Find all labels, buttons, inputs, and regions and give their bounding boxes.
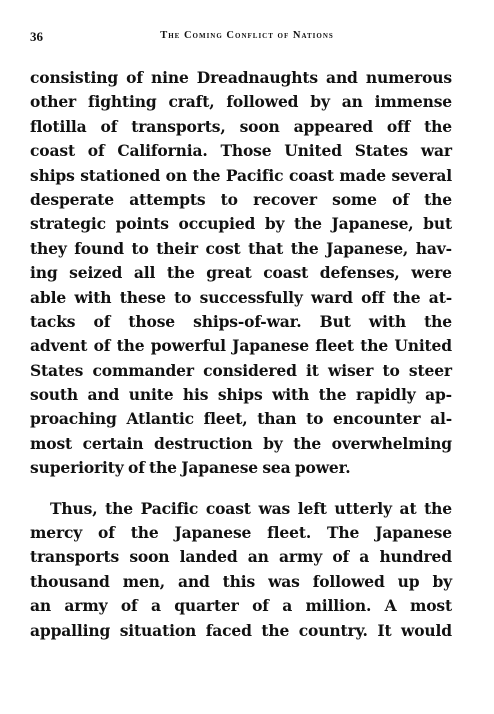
word: soon bbox=[129, 547, 170, 567]
word: to bbox=[306, 409, 324, 429]
word: faced bbox=[205, 620, 252, 640]
word: points bbox=[115, 214, 169, 234]
text-line bbox=[30, 432, 452, 456]
word: south bbox=[30, 385, 79, 405]
word: the bbox=[149, 458, 177, 478]
word: the bbox=[192, 165, 221, 185]
text-line bbox=[30, 594, 452, 618]
text-line bbox=[30, 359, 452, 383]
text-line bbox=[30, 570, 452, 594]
word: million. bbox=[305, 596, 372, 616]
word: Japanese, bbox=[326, 238, 409, 258]
word: craft, bbox=[168, 92, 215, 112]
word: country. bbox=[298, 620, 368, 640]
word: to bbox=[131, 238, 149, 258]
word: other bbox=[30, 92, 77, 112]
word: Japanese, bbox=[331, 214, 414, 234]
word: his bbox=[182, 385, 209, 405]
word: Japanese bbox=[375, 523, 452, 543]
word: utterly bbox=[334, 498, 392, 518]
word: of bbox=[93, 311, 111, 331]
word: stationed bbox=[80, 165, 161, 185]
text-line bbox=[30, 407, 452, 431]
word: landed bbox=[179, 547, 238, 567]
text-line bbox=[30, 261, 452, 285]
word: occupied bbox=[178, 214, 256, 234]
word: by bbox=[432, 571, 452, 591]
word: of bbox=[126, 68, 143, 87]
word: coast bbox=[263, 263, 309, 283]
word: Japanese bbox=[232, 336, 309, 356]
word: they bbox=[30, 238, 67, 258]
word: Pacific bbox=[225, 165, 284, 185]
word: to bbox=[220, 189, 238, 209]
word: hav- bbox=[415, 238, 452, 258]
word: But bbox=[319, 311, 351, 331]
word: destruction bbox=[154, 433, 253, 453]
word: the bbox=[424, 311, 452, 331]
word: of bbox=[120, 596, 138, 616]
text-line bbox=[30, 212, 452, 236]
word: on bbox=[165, 165, 187, 185]
word: to bbox=[174, 287, 192, 307]
word: the bbox=[293, 433, 322, 453]
word: left bbox=[297, 498, 327, 518]
word: A bbox=[384, 596, 397, 616]
paragraph-1 bbox=[30, 66, 452, 481]
word: army bbox=[279, 547, 323, 567]
word: the bbox=[424, 498, 452, 518]
word: off bbox=[361, 287, 385, 307]
word: an bbox=[341, 92, 363, 112]
word: of bbox=[87, 141, 105, 161]
page-header bbox=[30, 29, 464, 49]
word: advent bbox=[30, 336, 88, 356]
word: wiser bbox=[328, 360, 374, 380]
word: United bbox=[394, 336, 452, 356]
word: by bbox=[264, 214, 285, 234]
running-title: The Coming Conflict of Nations bbox=[160, 30, 334, 41]
word: quarter bbox=[174, 596, 239, 616]
word: United bbox=[284, 141, 342, 161]
word: their bbox=[156, 238, 198, 258]
word: an bbox=[247, 547, 269, 567]
word: mercy bbox=[30, 523, 83, 543]
text-line bbox=[30, 66, 452, 90]
word: defenses, bbox=[319, 263, 400, 283]
word: than bbox=[257, 409, 297, 429]
text-line bbox=[30, 521, 452, 545]
word: followed bbox=[312, 571, 385, 591]
word: at bbox=[399, 498, 417, 518]
word: the bbox=[294, 214, 322, 234]
text-line bbox=[30, 383, 452, 407]
word: the bbox=[424, 116, 452, 136]
word: and bbox=[177, 571, 210, 591]
word: with bbox=[368, 311, 406, 331]
word: of bbox=[100, 116, 118, 136]
word: some bbox=[332, 189, 377, 209]
word: up bbox=[397, 571, 420, 591]
word: flotilla bbox=[30, 116, 87, 136]
word: overwhelming bbox=[331, 433, 452, 453]
word: coast bbox=[205, 498, 251, 518]
word: an bbox=[30, 596, 52, 616]
word: cost bbox=[205, 238, 241, 258]
word: off bbox=[386, 116, 411, 136]
text-line bbox=[30, 237, 452, 261]
word: the bbox=[360, 336, 389, 356]
word: of bbox=[332, 547, 350, 567]
word: The bbox=[327, 523, 360, 543]
word: most bbox=[30, 433, 73, 453]
word: all bbox=[133, 263, 156, 283]
word: commander bbox=[92, 360, 194, 380]
text-line bbox=[30, 115, 452, 139]
word: ap- bbox=[425, 385, 452, 405]
word: the bbox=[392, 287, 421, 307]
word: the bbox=[105, 498, 133, 518]
word: rapidly bbox=[355, 385, 416, 405]
word: that bbox=[248, 238, 284, 258]
word: California. bbox=[117, 141, 208, 161]
word: sea bbox=[262, 458, 291, 478]
word: thousand bbox=[30, 571, 110, 591]
word: with bbox=[74, 287, 112, 307]
word: a bbox=[359, 547, 370, 567]
word: ships-of-war. bbox=[193, 311, 302, 331]
text-line bbox=[30, 456, 452, 480]
text-line bbox=[30, 619, 452, 643]
word: Atlantic bbox=[126, 409, 194, 429]
word: ward bbox=[311, 287, 353, 307]
word: the bbox=[116, 336, 145, 356]
word: transports, bbox=[131, 116, 226, 136]
word: States bbox=[30, 360, 84, 380]
word: ing bbox=[30, 263, 58, 283]
word: this bbox=[222, 571, 256, 591]
word: found bbox=[74, 238, 124, 258]
word: attempts bbox=[129, 189, 206, 209]
word: at- bbox=[428, 287, 452, 307]
text-line bbox=[30, 286, 452, 310]
text-line bbox=[30, 164, 452, 188]
word: coast bbox=[30, 141, 75, 161]
word: several bbox=[391, 165, 452, 185]
word: successfully bbox=[199, 287, 303, 307]
word: but bbox=[423, 214, 452, 234]
text-line bbox=[30, 90, 452, 114]
word: most bbox=[409, 596, 452, 616]
word: soon bbox=[239, 116, 280, 136]
text-line bbox=[30, 545, 452, 569]
word: unite bbox=[128, 385, 174, 405]
text-line bbox=[30, 139, 452, 163]
word: desperate bbox=[30, 189, 115, 209]
word: a bbox=[150, 596, 161, 616]
word: of bbox=[392, 189, 409, 209]
word: of bbox=[128, 458, 145, 478]
word: of bbox=[252, 596, 269, 616]
word: and bbox=[326, 68, 358, 87]
word: and bbox=[87, 385, 120, 405]
text-line bbox=[30, 497, 452, 521]
word: the bbox=[318, 385, 347, 405]
word: great bbox=[206, 263, 252, 283]
word: would bbox=[401, 620, 452, 640]
word: the bbox=[424, 189, 452, 209]
word: was bbox=[268, 571, 300, 591]
word: considered bbox=[203, 360, 297, 380]
word: war bbox=[420, 141, 452, 161]
word: with bbox=[272, 385, 310, 405]
word: were bbox=[411, 263, 452, 283]
word: the bbox=[130, 523, 159, 543]
word: was bbox=[258, 498, 291, 518]
text-line bbox=[30, 310, 452, 334]
word: powerful bbox=[150, 336, 226, 356]
word: nine bbox=[150, 68, 189, 87]
text-line bbox=[30, 188, 452, 212]
word: fleet. bbox=[267, 523, 312, 543]
word: able bbox=[30, 287, 67, 307]
word: hundred bbox=[379, 547, 452, 567]
word: certain bbox=[82, 433, 144, 453]
word: those bbox=[128, 311, 175, 331]
word: seized bbox=[69, 263, 123, 283]
word: It bbox=[377, 620, 392, 640]
word: transports bbox=[30, 547, 120, 567]
word: to bbox=[382, 360, 400, 380]
word: followed bbox=[226, 92, 299, 112]
paragraph-2 bbox=[30, 497, 452, 643]
word: the bbox=[166, 263, 195, 283]
word: steer bbox=[408, 360, 452, 380]
word: men, bbox=[122, 571, 166, 591]
word: recover bbox=[253, 189, 317, 209]
word: power. bbox=[294, 458, 351, 478]
word: fleet, bbox=[203, 409, 248, 429]
word: army bbox=[64, 596, 108, 616]
word: fleet bbox=[315, 336, 354, 356]
word: ships bbox=[30, 165, 75, 185]
word: consisting bbox=[30, 68, 119, 87]
word: al- bbox=[430, 409, 452, 429]
word: proaching bbox=[30, 409, 117, 429]
word: ships bbox=[217, 385, 263, 405]
word: Japanese bbox=[181, 458, 258, 478]
page-number: 36 bbox=[30, 29, 43, 44]
word: immense bbox=[374, 92, 452, 112]
word: of bbox=[98, 523, 115, 543]
word: it bbox=[306, 360, 319, 380]
word: by bbox=[263, 433, 283, 453]
word: tacks bbox=[30, 311, 76, 331]
word: Dreadnaughts bbox=[196, 68, 318, 87]
word: by bbox=[310, 92, 330, 112]
word: Japanese bbox=[174, 523, 252, 543]
word: situation bbox=[119, 620, 197, 640]
word: the bbox=[261, 620, 290, 640]
word: Those bbox=[220, 141, 272, 161]
word: of bbox=[93, 336, 111, 356]
body-text bbox=[30, 66, 452, 643]
word: appeared bbox=[293, 116, 373, 136]
word: superiority bbox=[30, 458, 124, 478]
word: coast bbox=[288, 165, 334, 185]
word: fighting bbox=[87, 92, 157, 112]
word: encounter bbox=[333, 409, 421, 429]
word: numerous bbox=[365, 68, 452, 87]
word: strategic bbox=[30, 214, 106, 234]
word: Thus, bbox=[50, 498, 98, 518]
word: appalling bbox=[30, 620, 111, 640]
text-line bbox=[30, 334, 452, 358]
word: the bbox=[290, 238, 319, 258]
word: Pacific bbox=[140, 498, 199, 518]
word: made bbox=[339, 165, 386, 185]
word: States bbox=[354, 141, 408, 161]
word: these bbox=[119, 287, 166, 307]
word: a bbox=[282, 596, 293, 616]
